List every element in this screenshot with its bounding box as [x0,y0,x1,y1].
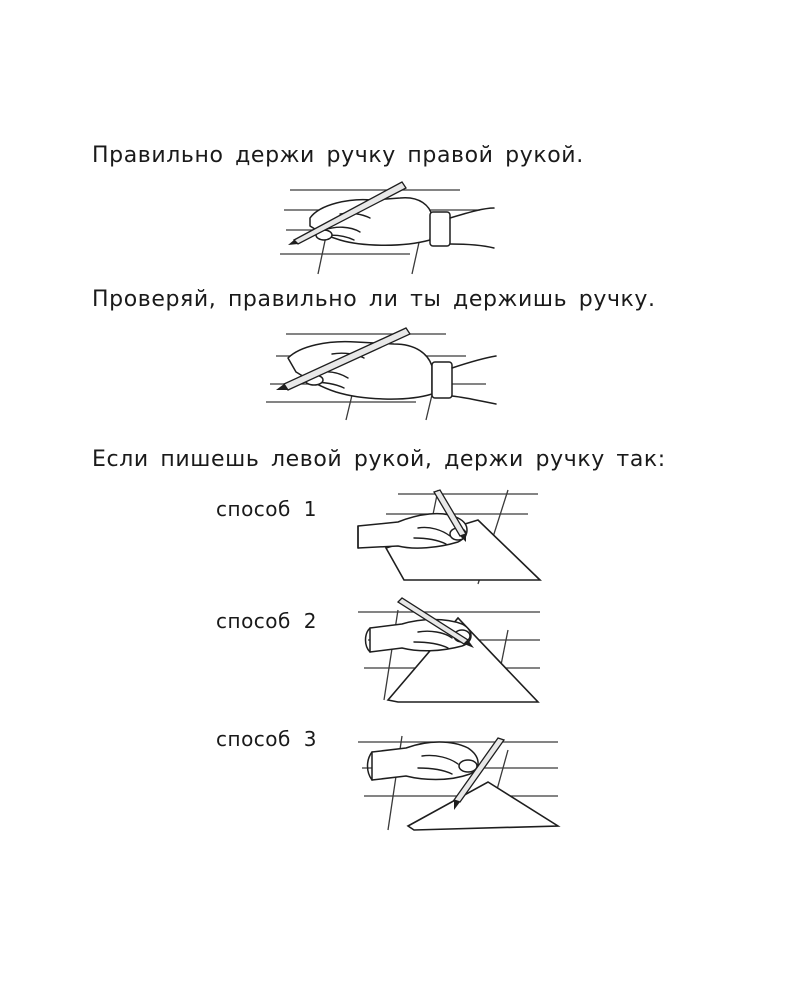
left-hand-method-1-illustration [358,488,548,588]
instruction-right-hand: Правильно держи ручку правой рукой. [92,143,584,168]
left-hand-method-2-illustration [358,600,548,706]
instruction-check: Проверяй, правильно ли ты держишь ручку. [92,287,656,312]
instruction-left-hand: Если пишешь левой рукой, держи ручку так: [92,447,666,472]
left-hand-method-3-illustration [358,726,568,836]
right-hand-grip-illustration [280,178,500,278]
check-grip-illustration [266,322,500,422]
method-label-1: способ 1 [216,497,317,521]
method-label-3: способ 3 [216,727,317,751]
method-label-2: способ 2 [216,609,317,633]
